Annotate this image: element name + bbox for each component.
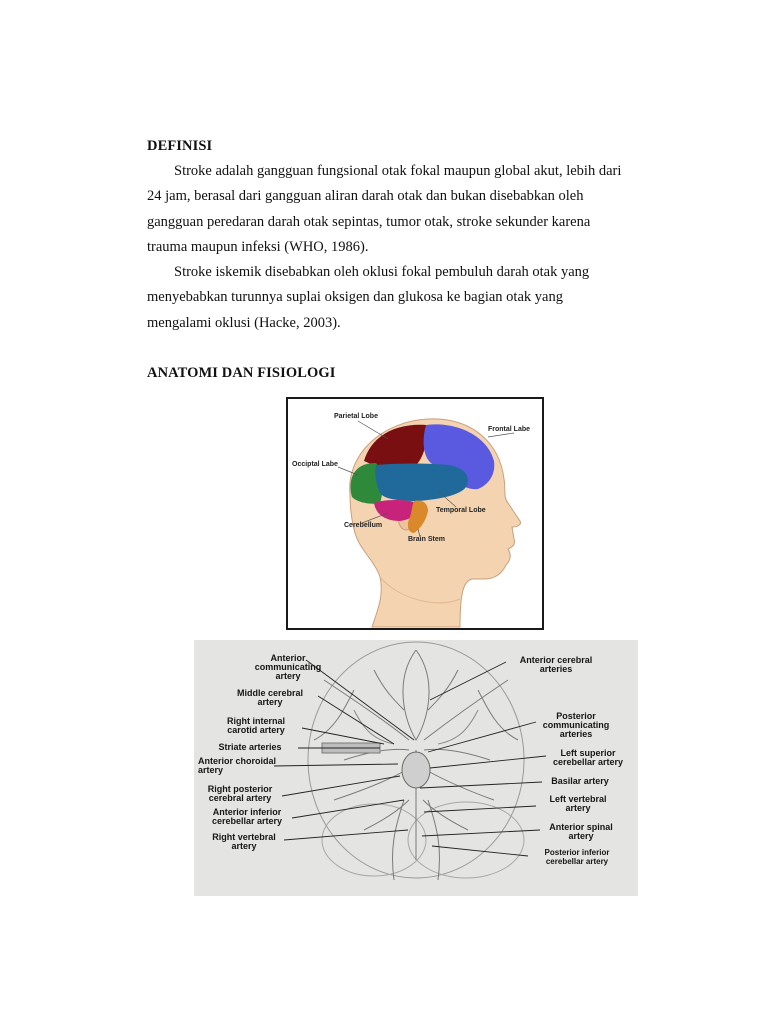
label-basilar-artery: Basilar artery	[551, 776, 609, 786]
heading-anatomi: ANATOMI DAN FISIOLOGI	[147, 365, 336, 381]
label-anterior-spinal-artery: Anterior spinal artery	[549, 822, 613, 841]
label-anterior-choroidal-artery: Anterior choroidal artery	[198, 756, 277, 775]
label-left-vertebral-artery: Left vertebral artery	[549, 794, 607, 813]
label-brain-stem: Brain Stem	[408, 536, 445, 543]
paragraph-definition-who	[147, 159, 667, 260]
brain-lobes-figure	[286, 397, 544, 630]
label-middle-cerebral-artery: Middle cerebral artery	[236, 688, 304, 707]
head-illustration	[288, 399, 542, 628]
parietal-lobe-shape	[364, 425, 427, 468]
heading-definisi: DEFINISI	[147, 138, 213, 154]
paragraph-definition-ischemic	[147, 260, 667, 336]
text-line: Stroke adalah gangguan fungsional otak fokal maupun global akut, lebih dari	[174, 163, 622, 179]
label-right-posterior-cerebral-artery: Right posterior cerebral artery	[207, 784, 273, 803]
text-line: 24 jam, berasal dari gangguan aliran darah otak dan bukan disebabkan oleh	[147, 188, 584, 205]
label-temporal-lobe: Temporal Lobe	[436, 507, 486, 514]
label-occipital-lobe: Occiptal Labe	[292, 461, 338, 468]
text-line: Stroke iskemik disebabkan oleh oklusi fokal pembuluh darah otak yang	[174, 264, 590, 280]
text-line: trauma maupun infeksi (WHO, 1986).	[147, 238, 369, 255]
label-anterior-inferior-cerebellar-artery: Anterior inferior cerebellar artery	[211, 807, 283, 826]
label-right-vertebral-artery: Right vertebral artery	[212, 832, 276, 851]
label-frontal-lobe: Frontal Labe	[488, 426, 531, 433]
text-line: menyebabkan turunnya suplai oksigen dan glukosa ke bagian otak yang	[147, 289, 563, 306]
cerebral-arteries-figure	[194, 640, 638, 896]
text-line: mengalami oklusi (Hacke, 2003).	[147, 314, 341, 331]
label-left-superior-cerebellar-artery: Left superior cerebellar artery	[552, 748, 624, 767]
label-posterior-communicating-arteries: Posterior communicating arteries	[542, 711, 610, 739]
label-striate-arteries: Striate arteries	[218, 742, 282, 752]
label-anterior-cerebral-arteries: Anterior cerebral arteries	[519, 655, 593, 674]
label-parietal-lobe: Parietal Lobe	[334, 413, 378, 420]
label-cerebellum: Cerebellum	[344, 522, 383, 529]
text-line: gangguan peredaran darah otak sepintas, tumor otak, stroke sekunder karena	[147, 213, 591, 230]
label-anterior-communicating-artery: Anterior communicating artery	[254, 653, 322, 681]
label-posterior-inferior-cerebellar-artery: Posterior inferior cerebellar artery	[544, 848, 610, 866]
label-right-internal-carotid-artery: Right internal carotid artery	[227, 716, 285, 735]
